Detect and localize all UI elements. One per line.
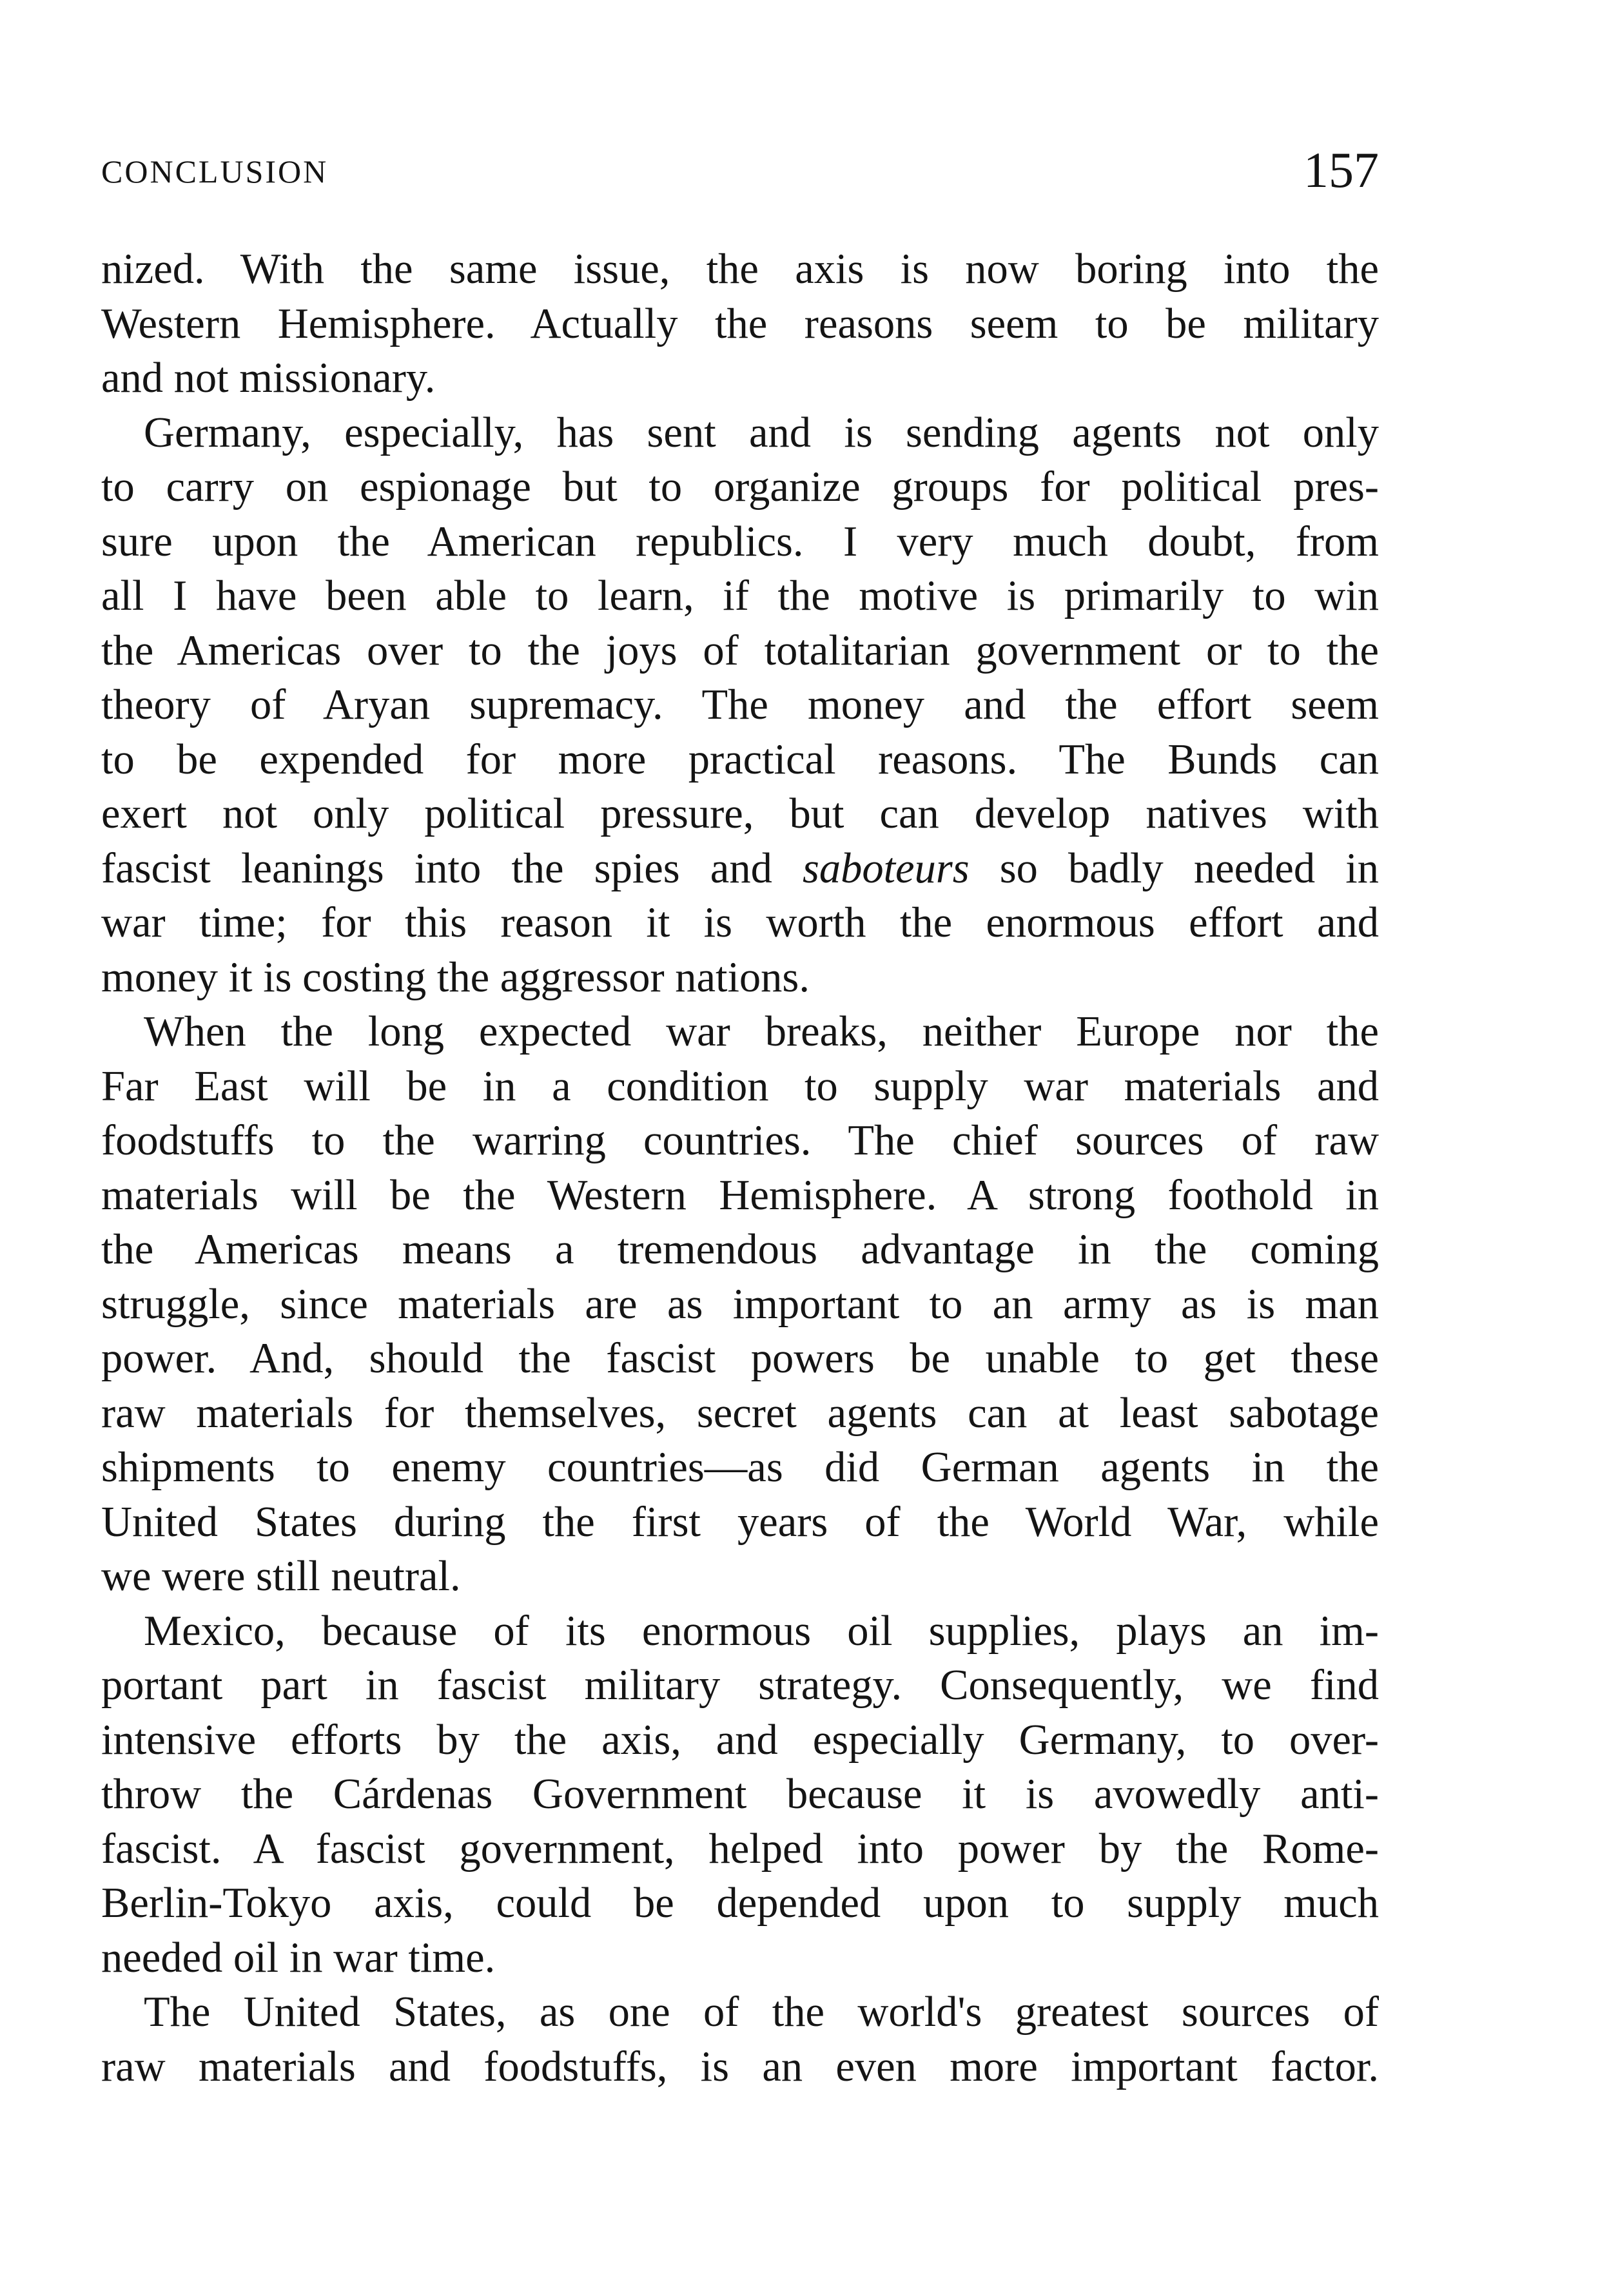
paragraph xyxy=(101,1985,1379,2094)
text-line: Far East will be in a condition to supply war materials and xyxy=(101,1062,1379,1110)
text-line: struggle, since materials are as important to an army as is man xyxy=(101,1280,1379,1328)
paragraph xyxy=(101,1604,1379,1986)
text-line: money it is costing the aggressor nations. xyxy=(101,953,810,1001)
text-line: Germany, especially, has sent and is sending agents not only xyxy=(144,409,1379,456)
text-line: shipments to enemy countries—as did German agents in the xyxy=(101,1444,1379,1491)
text-line: the Americas over to the joys of totalitarian government or to the xyxy=(101,627,1379,674)
page-number: 157 xyxy=(1303,142,1379,198)
running-head xyxy=(101,143,1379,201)
text-line: to carry on espionage but to organize groups for political pres- xyxy=(101,463,1379,511)
text-line-with-italic xyxy=(101,842,1379,897)
text-line: we were still neutral. xyxy=(101,1553,461,1600)
text-line: exert not only political pressure, but can develop natives with xyxy=(101,790,1379,837)
body-text xyxy=(101,242,1379,2094)
text-line: sure upon the American republics. I very much doubt, from xyxy=(101,518,1379,565)
text-segment: fascist leanings into the spies and xyxy=(101,844,803,892)
text-line: Berlin-Tokyo axis, could be depended upon to supply much xyxy=(101,1880,1379,1927)
text-line: fascist. A fascist government, helped into power by the Rome- xyxy=(101,1825,1379,1873)
text-line: throw the Cárdenas Government because it is avowedly anti- xyxy=(101,1771,1379,1818)
text-line: intensive efforts by the axis, and especially Germany, to over- xyxy=(101,1716,1379,1764)
text-line: the Americas means a tremendous advantage in the coming xyxy=(101,1226,1379,1273)
text-segment: so badly needed in xyxy=(969,844,1379,892)
text-line: power. And, should the fascist powers be unable to get these xyxy=(101,1335,1379,1382)
text-line: The United States, as one of the world's greatest sources of xyxy=(144,1989,1379,2036)
italic-word: saboteurs xyxy=(802,844,970,892)
text-line: United States during the first years of the World War, while xyxy=(101,1498,1379,1546)
text-line: foodstuffs to the warring countries. The chief sources of raw xyxy=(101,1117,1379,1164)
text-line: needed oil in war time. xyxy=(101,1934,496,1981)
text-line: nized. With the same issue, the axis is now boring into the xyxy=(101,246,1379,293)
chapter-title: CONCLUSION xyxy=(101,153,329,190)
text-line: Mexico, because of its enormous oil supplies, plays an im- xyxy=(144,1607,1379,1655)
text-line: and not missionary. xyxy=(101,355,436,402)
paragraph xyxy=(101,1005,1379,1604)
text-line: to be expended for more practical reasons. The Bunds can xyxy=(101,735,1379,783)
text-line: portant part in fascist military strategy. Consequently, we find xyxy=(101,1662,1379,1709)
text-line: war time; for this reason it is worth the enormous effort and xyxy=(101,899,1379,946)
paragraph xyxy=(101,242,1379,406)
paragraph xyxy=(101,406,1379,1006)
text-line: Western Hemisphere. Actually the reasons seem to be military xyxy=(101,300,1379,347)
text-line: When the long expected war breaks, neither Europe nor the xyxy=(144,1008,1379,1055)
text-line: theory of Aryan supremacy. The money and the effort seem xyxy=(101,681,1379,728)
text-line: raw materials for themselves, secret agents can at least sabotage xyxy=(101,1389,1379,1437)
text-line: all I have been able to learn, if the motive is primarily to win xyxy=(101,572,1379,619)
text-line: raw materials and foodstuffs, is an even more important factor. xyxy=(101,2043,1379,2090)
text-line: materials will be the Western Hemisphere. A strong foothold in xyxy=(101,1171,1379,1219)
